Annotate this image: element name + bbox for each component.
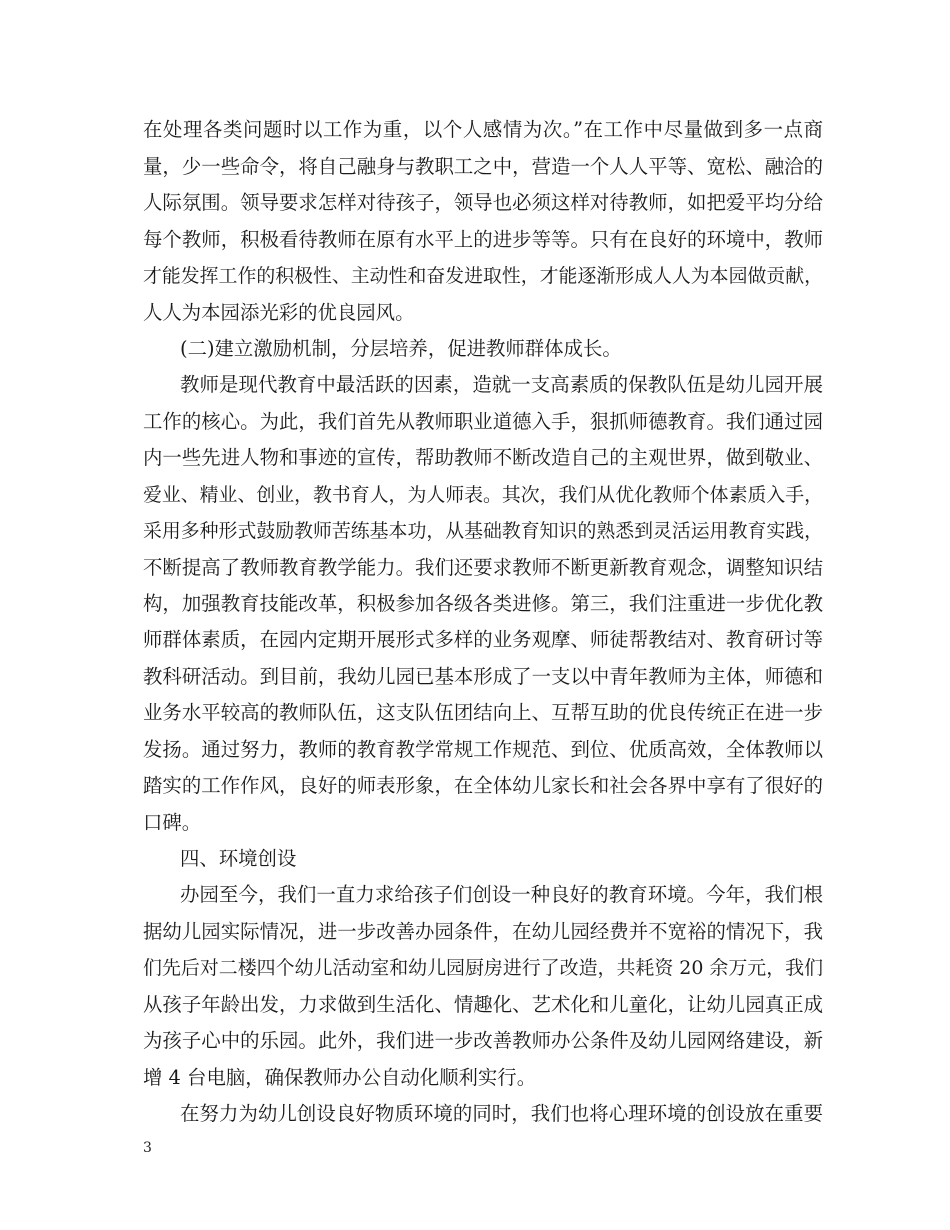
text-line: 为孩子心中的乐园。此外，我们进一步改善教师办公条件及幼儿园网络建设，新 <box>143 1029 823 1052</box>
text-line: 量，少一些命令，将自己融身与教职工之中，营造一个人人平等、宽松、融洽的 <box>143 155 823 178</box>
text-line: 在努力为幼儿创设良好物质环境的同时，我们也将心理环境的创设放在重要 <box>180 1102 823 1125</box>
text-line: 人人为本园添光彩的优良园风。 <box>143 301 415 324</box>
text-line: 采用多种形式鼓励教师苦练基本功，从基础教育知识的熟悉到灵活运用教育实践， <box>143 520 823 542</box>
text-line: 工作的核心。为此，我们首先从教师职业道德入手，狠抓师德教育。我们通过园 <box>143 410 823 433</box>
text-line: 们先后对二楼四个幼儿活动室和幼儿园厨房进行了改造，共耗资 20 余万元，我们 <box>143 957 824 979</box>
text-line: 教师是现代教育中最活跃的因素，造就一支高素质的保教队伍是幼儿园开展 <box>180 373 823 396</box>
text-line: 增 4 台电脑，确保教师办公自动化顺利实行。 <box>143 1066 537 1089</box>
text-line: 内一些先进人物和事迹的宣传，帮助教师不断改造自己的主观世界，做到敬业、 <box>143 446 823 469</box>
text-line: 爱业、精业、创业，教书育人，为人师表。其次，我们从优化教师个体素质入手， <box>143 484 823 506</box>
text-line: 踏实的工作作风，良好的师表形象，在全体幼儿家长和社会各界中享有了很好的 <box>143 774 823 797</box>
text-line: 从孩子年龄出发，力求做到生活化、情趣化、艺术化和儿童化，让幼儿园真正成 <box>143 993 823 1016</box>
text-line: 师群体素质，在园内定期开展形式多样的业务观摩、师徒帮教结对、教育研讨等 <box>143 628 823 651</box>
text-line: 在处理各类问题时以工作为重，以个人感情为次。”在工作中尽量做到多一点商 <box>143 118 823 141</box>
text-line: 每个教师，积极看待教师在原有水平上的进步等等。只有在良好的环境中，教师 <box>143 228 823 251</box>
text-line: 业务水平较高的教师队伍，这支队伍团结向上、互帮互助的优良传统正在进一步 <box>143 701 823 724</box>
text-line: 人际氛围。领导要求怎样对待孩子，领导也必须这样对待教师，如把爱平均分给 <box>143 191 823 214</box>
text-line: 发扬。通过努力，教师的教育教学常规工作规范、到位、优质高效，全体教师以 <box>143 738 823 761</box>
text-line: 教科研活动。到目前，我幼儿园已基本形成了一支以中青年教师为主体，师德和 <box>143 665 823 688</box>
text-line: 构，加强教育技能改革，积极参加各级各类进修。第三，我们注重进一步优化教 <box>143 592 823 615</box>
text-line: 不断提高了教师教育教学能力。我们还要求教师不断更新教育观念，调整知识结 <box>143 556 823 579</box>
section-heading: (二)建立激励机制，分层培养，促进教师群体成长。 <box>180 337 622 360</box>
text-line: 办园至今，我们一直力求给孩子们创设一种良好的教育环境。今年，我们根 <box>180 883 823 906</box>
text-line: 口碑。 <box>143 811 202 834</box>
page-number: 3 <box>143 1140 152 1156</box>
text-line: 才能发挥工作的积极性、主动性和奋发进取性，才能逐渐形成人人为本园做贡献， <box>143 265 823 287</box>
section-heading: 四、环境创设 <box>180 847 297 870</box>
text-line: 据幼儿园实际情况，进一步改善办园条件，在幼儿园经费并不宽裕的情况下，我 <box>143 920 823 943</box>
